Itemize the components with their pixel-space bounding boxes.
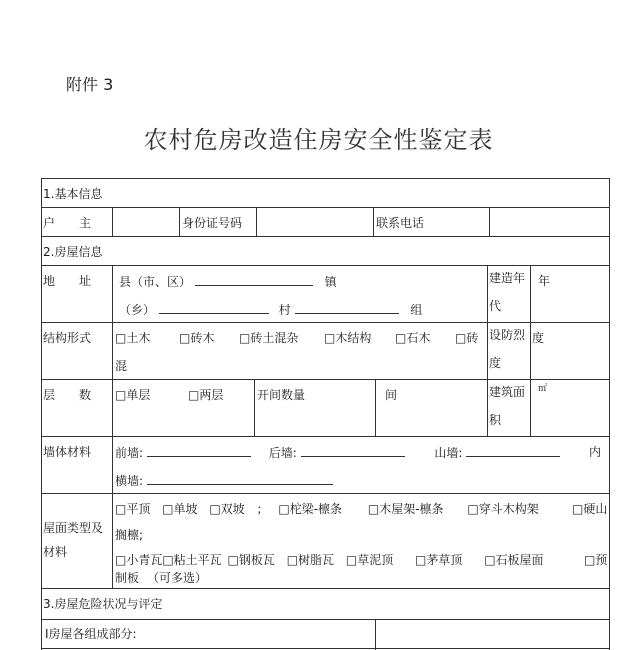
assessment-form bbox=[41, 178, 610, 650]
roof-option-thatch[interactable]: □茅草顶 bbox=[415, 553, 463, 567]
township-label: （乡） bbox=[119, 303, 156, 317]
rule bbox=[112, 493, 113, 588]
roof-option-yingshan-a[interactable]: □硬山 bbox=[572, 502, 608, 516]
gable-wall-label: 山墙: bbox=[434, 446, 463, 460]
rule bbox=[375, 379, 376, 436]
roof-option-precast-a[interactable]: □预 bbox=[584, 553, 608, 567]
address-label: 地 址 bbox=[43, 274, 92, 288]
rule bbox=[112, 207, 113, 236]
rule bbox=[41, 648, 610, 649]
rule bbox=[112, 436, 113, 493]
floors-option-single[interactable]: □单层 bbox=[115, 388, 151, 402]
year-unit: 年 bbox=[538, 274, 551, 288]
town-label: 镇 bbox=[324, 275, 337, 289]
rule bbox=[530, 322, 531, 379]
group-label: 组 bbox=[410, 303, 423, 317]
rule bbox=[41, 588, 610, 589]
roof-option-clay-tile[interactable]: □粘土平瓦 bbox=[162, 553, 222, 567]
inner-wall-field[interactable] bbox=[147, 473, 333, 485]
rule bbox=[41, 619, 610, 620]
inner-wall-prefix: 内 bbox=[589, 445, 602, 459]
section-house-info: 2.房屋信息 bbox=[43, 245, 103, 259]
inner-wall-label: 横墙: bbox=[115, 474, 144, 488]
roof-row-1 bbox=[115, 502, 539, 516]
section-basic-info: 1.基本信息 bbox=[43, 187, 103, 201]
bays-label: 开间数量 bbox=[257, 388, 306, 402]
rule bbox=[41, 178, 610, 179]
township-field[interactable] bbox=[159, 302, 269, 314]
gable-wall-field[interactable] bbox=[466, 445, 560, 457]
rule bbox=[41, 178, 42, 650]
roof-label: 屋面类型及材料 bbox=[43, 521, 104, 559]
village-label: 村 bbox=[278, 303, 291, 317]
multi-select-note: （可多选） bbox=[147, 571, 208, 585]
rule bbox=[256, 207, 257, 236]
walls-line-2 bbox=[115, 473, 333, 488]
attachment-label: 附件 3 bbox=[66, 75, 114, 94]
page-title: 农村危房改造住房安全性鉴定表 bbox=[143, 126, 494, 154]
area-label: 建筑面积 bbox=[489, 385, 526, 427]
id-number-label: 身份证号码 bbox=[182, 216, 243, 230]
roof-option-steel-tile[interactable]: □钢板瓦 bbox=[227, 553, 275, 567]
roof-option-double-slope[interactable]: □双坡 bbox=[209, 502, 245, 516]
county-field[interactable] bbox=[195, 274, 313, 286]
roof-option-chuandou[interactable]: □穿斗木构架 bbox=[467, 502, 539, 516]
rule bbox=[487, 322, 488, 379]
roof-option-small-tile[interactable]: □小青瓦 bbox=[115, 553, 163, 567]
roof-option-yingshan-b: 搁檩; bbox=[115, 528, 144, 542]
roof-separator: ； bbox=[256, 502, 269, 516]
roof-option-single-slope[interactable]: □单坡 bbox=[162, 502, 198, 516]
roof-row-2 bbox=[115, 553, 544, 567]
rule bbox=[41, 236, 610, 237]
rule bbox=[41, 207, 610, 208]
phone-label: 联系电话 bbox=[376, 216, 425, 230]
roof-option-resin-tile[interactable]: □树脂瓦 bbox=[286, 553, 335, 567]
roof-option-beam[interactable]: □柁梁-檩条 bbox=[278, 502, 343, 516]
structure-option-tumu[interactable]: □土木 bbox=[115, 331, 151, 345]
rule bbox=[489, 207, 490, 236]
floors-label: 层 数 bbox=[43, 388, 92, 402]
rule bbox=[41, 493, 610, 494]
rule bbox=[41, 436, 610, 437]
components-label: Ⅰ房屋各组成部分: bbox=[45, 627, 137, 641]
rule bbox=[487, 265, 488, 322]
rule bbox=[179, 207, 180, 236]
bays-unit: 间 bbox=[385, 388, 398, 402]
roof-option-truss[interactable]: □木屋架-檩条 bbox=[367, 502, 444, 516]
roof-option-mud[interactable]: □草泥顶 bbox=[345, 553, 394, 567]
owner-label: 户 主 bbox=[43, 216, 92, 230]
rule bbox=[530, 379, 531, 436]
structure-option-zhuanhun-b: 混 bbox=[115, 359, 128, 373]
back-wall-field[interactable] bbox=[301, 445, 405, 457]
village-field[interactable] bbox=[295, 302, 399, 314]
address-line-1 bbox=[119, 274, 337, 289]
front-wall-field[interactable] bbox=[147, 445, 251, 457]
roof-option-flat[interactable]: □平顶 bbox=[115, 502, 151, 516]
structure-option-zhuanhun-a: □砖 bbox=[455, 331, 479, 345]
structure-option-shimu[interactable]: □石木 bbox=[395, 331, 431, 345]
roof-option-slate[interactable]: □石板屋面 bbox=[484, 553, 544, 567]
roof-option-precast-b: 制板 bbox=[115, 571, 140, 585]
seismic-unit: 度 bbox=[532, 331, 545, 345]
rule bbox=[112, 322, 113, 379]
front-wall-label: 前墙: bbox=[115, 446, 144, 460]
walls-label: 墙体材料 bbox=[43, 445, 92, 459]
rule bbox=[530, 265, 531, 322]
rule bbox=[254, 379, 255, 436]
county-label: 县（市、区） bbox=[119, 275, 192, 289]
walls-line-1 bbox=[115, 445, 560, 460]
rule bbox=[609, 178, 610, 650]
structure-option-zhuanmu[interactable]: □砖木 bbox=[179, 331, 215, 345]
build-year-label: 建造年代 bbox=[489, 271, 526, 313]
structure-option-mujiegou[interactable]: □木结构 bbox=[324, 331, 372, 345]
address-line-2 bbox=[119, 302, 422, 317]
section-danger-assessment: 3.房屋危险状况与评定 bbox=[43, 597, 163, 611]
rule bbox=[373, 207, 374, 236]
rule bbox=[112, 379, 113, 436]
rule bbox=[375, 619, 376, 650]
seismic-label: 设防烈度 bbox=[489, 328, 526, 370]
floors-option-double[interactable]: □两层 bbox=[188, 388, 224, 402]
structure-label: 结构形式 bbox=[43, 331, 92, 345]
structure-option-zhuantu[interactable]: □砖土混杂 bbox=[239, 331, 299, 345]
back-wall-label: 后墙: bbox=[268, 446, 297, 460]
rule bbox=[112, 265, 113, 322]
area-unit: ㎡ bbox=[538, 384, 548, 394]
rule bbox=[487, 379, 488, 436]
